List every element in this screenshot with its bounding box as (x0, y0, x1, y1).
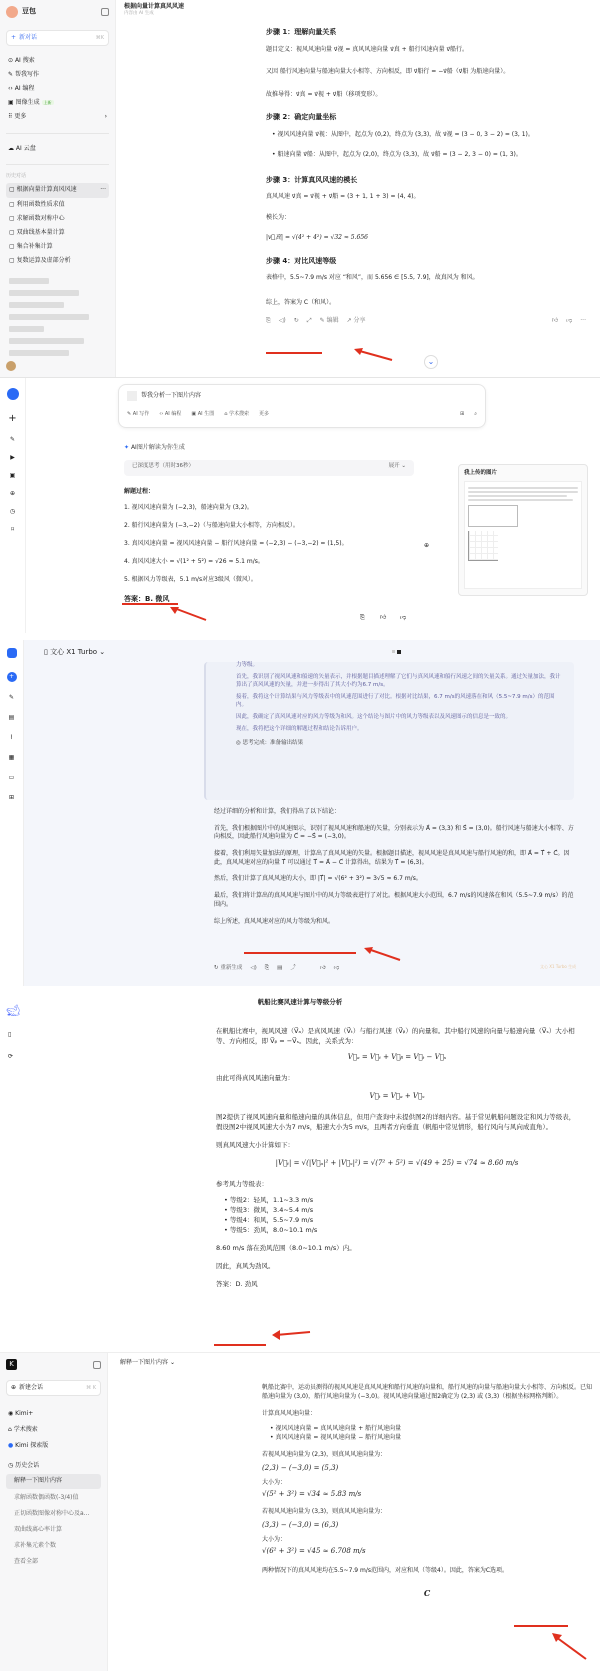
tool-coding[interactable]: ‹› AI 编程 (159, 411, 182, 417)
save-icon[interactable]: ▤ (277, 965, 283, 971)
deepseek-panel (0, 994, 600, 1346)
chat-icon: ▢ (9, 228, 15, 236)
step1-title: 步骤 1：理解向量关系 (266, 28, 337, 36)
nav-cloud[interactable]: ☁ AI 云盘 (8, 144, 36, 152)
panel-two-answer: 解题过程： 1. 视风风速向量为 (−2,3)，船速向量为 (3,2)。 2. 船行风速向量为 (−3,−2)（与船速向量大小相等，方向相反）。 3. 真风风速向量 = 视风风速向量 − 船行风速向量 = (−2,3) − (−3,−2) = (1,5)。 4. 真风风速大小 = √(1² + 5²) = √26 ≈ 5.1 m/s。 5. 根据风力等级表，5.1 m/s对应3级风（微风）。 答案：B. 微风 (124, 488, 424, 604)
think-done[interactable]: ◎ 思考完成：准备输出结果 (236, 739, 304, 746)
zoom-icon[interactable]: ⊕ (424, 542, 430, 549)
wind-table-thumbnail (468, 505, 518, 527)
pen-icon: ✎ (8, 71, 14, 79)
nav-ai-search[interactable]: ⊙ AI 搜索 (8, 57, 35, 65)
nav-more[interactable]: ⠿ 更多 › (8, 113, 107, 121)
red-arrow-icon (166, 606, 210, 622)
chat-icon: ▢ (9, 242, 15, 250)
grid-icon: ⠿ (8, 113, 13, 121)
plus-icon[interactable]: + (8, 413, 17, 424)
nav-explore[interactable]: ● Kimi 探索版 (8, 1442, 49, 1450)
chevron-down-icon: ⌄ (169, 1359, 175, 1366)
nav-academic[interactable]: ⌂ 学术搜索 (8, 1426, 38, 1434)
sidebar-toggle-icon[interactable]: ▯ (44, 648, 48, 656)
history-item[interactable]: 求解函数偶函数(-3/4)值 (14, 1493, 79, 1501)
chat-icon: ▢ (9, 214, 15, 222)
chat-icon: ▢ (9, 186, 15, 194)
wenxin-sidebar (0, 640, 24, 986)
wenxin-action-bar (214, 965, 339, 972)
cloud-icon: ☁ (8, 144, 14, 152)
explore-icon: ● (8, 1442, 14, 1450)
brush-icon[interactable]: ✎ (9, 435, 16, 443)
kimi-underline (514, 1625, 568, 1627)
expand-toggle[interactable]: 展开 ⌄ (388, 463, 406, 469)
doubao-conclusion: 综上，答案为 C（和风）。 (266, 298, 336, 306)
pen-icon[interactable]: ✎ (8, 694, 15, 701)
sidebar-toggle-icon[interactable]: ▯ (8, 1030, 12, 1038)
sparkle-icon: ✦ (124, 444, 130, 451)
upload-image-icon[interactable]: ⊞ (459, 411, 465, 417)
history-item[interactable]: 求补集元素个数 (14, 1541, 57, 1549)
thumbs-up-icon[interactable]: 👍︎ (551, 317, 559, 325)
doubao-sidebar (0, 0, 116, 377)
deepseek-sidebar (0, 994, 26, 1346)
nav-image[interactable]: ▣ 图像生成 上新 (8, 99, 52, 107)
share-link-icon[interactable]: ⤢ (306, 317, 312, 325)
uploaded-image-card[interactable] (458, 464, 588, 596)
history-icon[interactable]: ◷ (9, 507, 16, 515)
chat-title: 根据向量计算真风风速 (124, 3, 185, 10)
kimi-answer: 帆船比赛中，运动员测得的视风风速是真风风速和船行风速的向量和，船行风速的向量与船速向量大小相等、方向相反。已知船速向量为 (3,0)，船行风速向量为 (−3,0)。视风风速向量通过图2确定为 (2,3) 或 (3,3)（根据坐标网格判断）。 计算真风风速向量： • 视风风速向量 = 真风风速向量 + 船行风速向量 • 真风风速向量 = 视风风速向量 − 船行风速向量 若视风风速向量为 (2,3)，则真风风速向量为： (2,3) − (−3,0) = (5,3) 大小为： √(5² + 3²) = √34 ≈ 5.83 m/s 若视风风速向量为 (3,3)，则真风风速向量为： (3,3) − (−3,0) = (6,3) 大小为： √(6² + 3²) = √45 ≈ 6.708 m/s 两种情况下的真风风速均在5.5~7.9 m/s范围内，对应和风（等级4）。因此，答案为C选项。 C (262, 1384, 593, 1598)
watermark: 文心 X1 Turbo 生成 (540, 964, 577, 969)
blurred-history (6, 268, 109, 366)
kimi-answer-letter: C (423, 1588, 431, 1598)
chat-icon: ▢ (9, 200, 15, 208)
doubao-answer: 步骤 1：理解向量关系 题目定义：视风风速向量 v⃗视 = 真风风速向量 v⃗真 + 船行风速向量 v⃗船行。 又因 船行风速向量与船速向量大小相等、方向相反，即 v⃗船行 = −v⃗船（v⃗船 为船速向量）。 故推导得：v⃗真 = v⃗视 + v⃗船（移项变形）。 步骤 2：确定向量坐标 • 视风风速向量 v⃗视：从图中，起点为 (0,2)，终点为 (3,3)，故 v⃗视 = (3 − 0, 3 − 2) = (3, 1)。 • 船速向量 v⃗船：从图中，起点为 (2,0)，终点为 (3,3)，故 v⃗船 = (3 − 2, 3 − 0) = (1, 3)。 步骤 3：计算真风风速的模长 真风风速 v⃗真 = v⃗视 + v⃗船 = (3 + 1, 1 + 3) = (4, 4)。 模长为： |v⃗真| = √(4² + 4²) = √32 ≈ 5.656 步骤 4：对比风速等级 表格中，5.5~7.9 m/s 对应 “和风”，而 5.656 ∈ [5.5, 7.9]，故真风为 和风。 综上，答案为 C（和风）。 ⎘ ◁) ↻ ⤢ ✎ 编辑 ↗ 分享 👍︎ 👎︎ ··· (266, 28, 586, 325)
history-item[interactable]: ▢ 集合补集计算 (9, 242, 53, 250)
wenxin-answer: 经过详细的分析和计算，我们得出了以下结论： 首先，我们根据图片中的风速图示，识别了视风风速和船速的矢量，分别表示为 A⃗ = (3,3) 和 S⃗ = (3,0)。船行风速与船速大小相等、方向相反，因此船行风速向量为 C⃗ = −S⃗ = (−3,0)。 接着，我们利用矢量加法的原理，计算出了真风风速的矢量。根据题目描述，视风风速是真风风速与船行风速的和，即 A⃗ = T⃗ + C⃗。因此，真风风速对应的向量 T⃗ 可以通过 T⃗ = A⃗ − C⃗ 计算得出，结果为 T⃗ = (6,3)。 然后，我们计算了真风风速的大小，即 |T⃗| = √(6² + 3²) = 3√5 ≈ 6.7 m/s。 最后，我们将计算出的真风风速与图片中的风力等级表进行了对比。根据风速大小范围，6.7 m/s的风速落在和风（5.5~7.9 m/s）的范围内。 综上所述，真风风速对应的风力等级为和风。 (214, 808, 574, 925)
share-button[interactable]: ↗ 分享 (346, 317, 366, 325)
copy-icon[interactable]: ⎘ (360, 614, 365, 621)
image-icon: ▣ (8, 99, 14, 107)
kimi-logo-icon: K (6, 1359, 17, 1370)
history-item[interactable]: 双曲线离心率计算 (14, 1525, 63, 1533)
deepseek-whale-icon: 🐋︎ (6, 1004, 20, 1017)
speaker-icon[interactable]: ◁) (250, 965, 257, 971)
app-logo-icon (7, 388, 19, 400)
brush-icon[interactable]: ⌇ (10, 734, 13, 742)
history-item[interactable]: ▢ 求解函数对称中心 (9, 214, 65, 222)
kimi-panel (0, 1352, 600, 1671)
wenxin-logo-icon (7, 648, 17, 658)
pagination-dots[interactable] (392, 650, 402, 654)
code-icon: ‹› (8, 85, 13, 93)
thumbs-down-icon[interactable]: 👎︎ (566, 317, 573, 325)
history-item[interactable]: 正切函数图像对称中心及a... (14, 1509, 90, 1517)
search-icon[interactable]: ⌕ (474, 411, 477, 417)
input-box[interactable] (118, 384, 486, 428)
search-icon: ⊙ (8, 57, 14, 65)
check-icon: ◎ (236, 739, 241, 746)
doubao-panel (0, 0, 600, 378)
red-arrow-icon (350, 346, 394, 362)
history-item[interactable]: ▢ 利用函数性质求值 (9, 200, 65, 208)
user-avatar[interactable] (6, 361, 16, 371)
history-item-active[interactable]: 解释一下图片内容 (6, 1474, 101, 1488)
tool-writing[interactable]: ✎ AI 写作 (127, 411, 150, 417)
discover-icon[interactable]: ⊕ (9, 489, 16, 497)
new-badge: 上新 (43, 100, 52, 106)
vector-grid-thumbnail (468, 531, 498, 561)
deepseek-answer-line: 答案：D. 劲风 (216, 1280, 258, 1289)
sidebar-toggle-icon[interactable] (93, 1361, 101, 1369)
panel-two-underline (122, 603, 178, 605)
input-text: 帮我分析一下图片内容 (141, 391, 202, 399)
uploaded-image (464, 481, 582, 589)
red-arrow-icon (270, 1326, 314, 1342)
apps-icon[interactable]: ⊞ (8, 794, 15, 802)
step4-title: 步骤 4：对比风速等级 (266, 256, 337, 265)
calendar-icon[interactable]: ▦ (8, 754, 15, 762)
clock-icon: ◷ (8, 1462, 14, 1470)
ai-generated-note: 内容由 AI 生成 (124, 11, 154, 17)
tool-more[interactable]: 更多 (258, 411, 269, 417)
kimi-chat-title[interactable]: 解释一下图片内容 ⌄ (120, 1359, 175, 1366)
chat-icon[interactable]: ▭ (8, 774, 15, 782)
tool-row (127, 411, 477, 418)
kimi-plus-icon: ◉ (8, 1410, 14, 1418)
more-icon[interactable]: ··· (580, 317, 586, 325)
thinking-box[interactable]: 已深度思考（用时36秒） 展开 ⌄ (124, 460, 414, 476)
speaker-icon[interactable]: ◁) (278, 317, 286, 325)
history-item-active[interactable]: ▢ 根据向量计算真风风速 ··· (6, 183, 109, 197)
deepseek-underline (214, 1344, 266, 1346)
nav-coding[interactable]: ‹› AI 编程 (8, 85, 35, 93)
kimi-sidebar (0, 1353, 108, 1671)
deepseek-title: 帆船比赛风速计算与等级分析 (257, 998, 343, 1006)
wenxin-conclusion: 真风风速对应的风力等级为和风。 (244, 917, 335, 925)
academic-icon: ⌂ (8, 1426, 12, 1434)
doubao-action-bar (266, 317, 586, 325)
chat-header (124, 3, 184, 17)
kimi-final-answer: 答案为C选项。 (467, 1567, 509, 1574)
tool-academic[interactable]: ⌂ 学术搜索 (224, 411, 249, 417)
plus-icon: + (11, 34, 17, 41)
nav-writing[interactable]: ✎ 帮我写作 (8, 71, 39, 79)
chevron-down-icon: ⌄ (99, 648, 106, 656)
wenxin-underline (244, 952, 356, 954)
panel-two-answer-line: 答案：B. 微风 (124, 594, 170, 603)
document-icon[interactable]: ▤ (8, 714, 15, 722)
uploaded-label: 我上传的图片 (464, 470, 498, 476)
tool-image[interactable]: ▣ AI 生图 (191, 411, 215, 417)
model-selector[interactable]: ▯ 文心 X1 Turbo ⌄ (44, 648, 106, 656)
thumbs-down-icon[interactable]: 👎︎ (333, 965, 340, 971)
thumbs-up-icon[interactable]: 👍︎ (380, 614, 387, 621)
deepseek-answer: 在帆船比赛中，视风风速（V⃗ₐ）是真风风速（V⃗ₜ）与船行风速（V⃗ᵦ）的向量和。其中船行风速的向量与船速向量（V⃗ₛ）大小相等、方向相反，即 V⃗ᵦ = −V⃗ₛ。因此，关系式为： V⃗ₐ = V⃗ₜ + V⃗ᵦ = V⃗ₜ − V⃗ₛ 由此可得真风风速向量为： V⃗ₜ = V⃗ₐ + V⃗ₛ 图2提供了视风风速向量和船速向量的具体信息，但用户查询中未提供图2的详细内容。基于常见帆船问题设定和风力等级表，假设图2中视风风速大小为7 m/s，船速大小为5 m/s，且两者方向垂直（帆船中常见情形，船行风向与风向成直角）。 则真风风速大小计算如下： |V⃗ₜ| = √(|V⃗ₐ|² + |V⃗ₛ|²) = √(7² + 5²) = √(49 + 25) = √74 ≈ 8.60 m/s 参考风力等级表： • 等级2：轻风，1.1~3.3 m/s • 等级3：微风，3.4~5.4 m/s • 等级4：和风，5.5~7.9 m/s • 等级5：劲风，8.0~10.1 m/s 8.60 m/s 落在劲风范围（8.0~10.1 m/s）内。 因此，真风为劲风。 答案：D. 劲风 (216, 1026, 578, 1289)
nav-kimi-plus[interactable]: ◉ Kimi+ (8, 1410, 34, 1418)
plus-icon: ⊕ (11, 1384, 17, 1391)
doubao-underline (266, 352, 322, 354)
red-arrow-icon (360, 946, 404, 962)
panel-two (0, 378, 600, 633)
thumbs-down-icon[interactable]: 👎︎ (400, 614, 407, 621)
history-header[interactable]: ◷ 历史会话 (8, 1462, 40, 1470)
edit-button[interactable]: ✎ 编辑 (319, 317, 339, 325)
sidebar-toggle-icon[interactable] (101, 8, 109, 16)
new-chat-button[interactable]: + 新对话 ⌘K (6, 30, 109, 46)
chat-icon: ▢ (9, 256, 15, 264)
view-all-link[interactable]: 查看全部 (14, 1557, 39, 1565)
chevron-right-icon: › (104, 113, 107, 121)
panel-two-sidebar (0, 378, 26, 633)
app-name: 豆包 (22, 7, 36, 16)
copy-icon[interactable]: ⎘ (264, 965, 270, 971)
red-arrow-icon (548, 1631, 588, 1661)
wenxin-panel (0, 640, 600, 986)
copy-icon[interactable]: ⎘ (266, 317, 271, 325)
media-icon[interactable]: ▶ (10, 453, 15, 461)
new-session-button[interactable]: ⊕ 新建会话 ⌘ K (6, 1380, 101, 1396)
bookmark-icon[interactable]: ⌑ (10, 525, 15, 533)
thumbs-up-icon[interactable]: 👍︎ (319, 965, 326, 971)
step3-title: 步骤 3：计算真风风速的模长 (266, 175, 358, 184)
gallery-icon[interactable]: ▣ (9, 471, 16, 479)
history-item[interactable]: ▢ 复数运算及虚部分析 (9, 256, 71, 264)
history-item[interactable]: ▢ 双曲线基本量计算 (9, 228, 65, 236)
image-tip: ✦ AI图片解读为你生成 (124, 444, 185, 451)
image-thumb (127, 391, 137, 401)
think-block: 力等级。 首先，我识别了视风风速和船速的矢量表示，并根据题目描述理解了它们与真风风速和船行风速之间的矢量关系。通过矢量加法，我计算出了真风风速的矢量，并进一步得出了其大小约为6.7 m/s。 接着，我将这个计算结果与风力等级表中的风速范围进行了对比。根据对比结果，6.7 m/s的风速落在和风（5.5~7.9 m/s）的范围内。 因此，我确定了真风风速对应的风力等级为和风。这个结论与图片中的风力等级表以及风速图示的信息是一致的。 现在，我将把这个详细的解题过程和结论告诉用户。 ◎ 思考完成：准备输出结果 (204, 662, 574, 800)
doubao-avatar (6, 6, 18, 18)
regenerate-icon[interactable]: ↻ (293, 317, 299, 325)
step2-title: 步骤 2：确定向量坐标 (266, 112, 337, 121)
history-label: 历史对话 (6, 172, 27, 179)
share-icon[interactable]: ⤴ (290, 965, 296, 971)
new-chat-icon[interactable]: + (7, 672, 17, 682)
more-icon[interactable]: ··· (100, 186, 106, 194)
scroll-down-button[interactable]: ⌄ (424, 355, 438, 369)
regenerate-button[interactable]: ↻ 重新生成 (214, 965, 243, 971)
new-chat-icon[interactable]: ⟳ (8, 1052, 14, 1060)
